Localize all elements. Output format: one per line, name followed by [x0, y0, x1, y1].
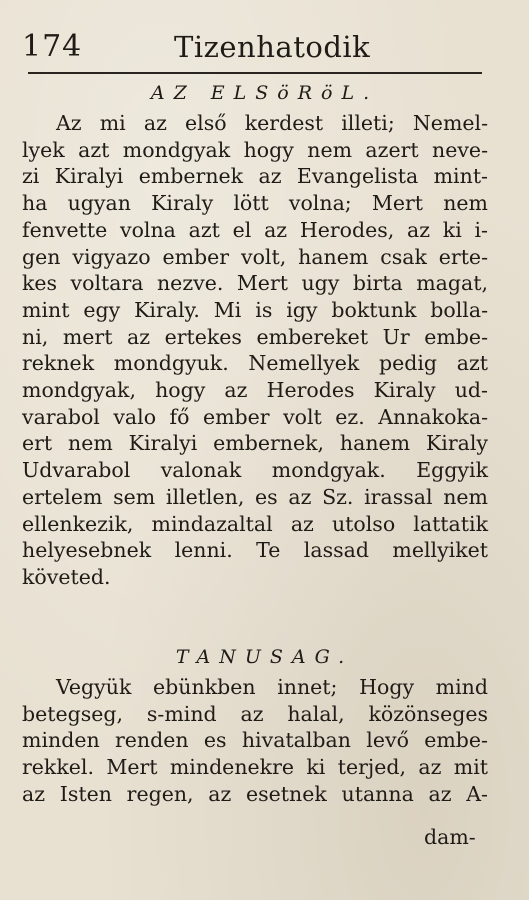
text-line: Udvarabol valonak mondgyak. Eggyik	[22, 458, 488, 483]
paragraph-first	[22, 110, 488, 591]
text-line: betegseg, s-mind az halal, közönseges	[22, 701, 488, 726]
text-line: minden renden es hivatalban levő embe-	[22, 728, 488, 753]
text-line: Az mi az első kerdest illeti; Nemel-	[56, 111, 488, 135]
text-line: lyek azt mondgyak hogy nem azert neve-	[22, 137, 488, 162]
text-line: az Isten regen, az esetnek utanna az A-	[22, 781, 488, 806]
text-line: helyesebnek lenni. Te lassad mellyiket	[22, 538, 488, 563]
text-line: varabol valo fő ember volt ez. Annakoka-	[22, 404, 488, 429]
text-line: ertelem sem illetlen, es az Sz. irassal nem	[22, 484, 488, 509]
text-line: rekkel. Mert mindenekre ki terjed, az mit	[22, 755, 488, 780]
text-line: kes voltara nezve. Mert ugy birta magat,	[22, 271, 488, 296]
text-line: ellenkezik, mindazaltal az utolso lattatik	[22, 511, 488, 536]
catchword: dam-	[424, 825, 476, 849]
text-line: fenvette volna azt el az Herodes, az ki i-	[22, 217, 488, 242]
text-line: ni, mert az ertekes embereket Ur embe-	[22, 324, 488, 349]
text-line: zi Kiralyi embernek az Evangelista mint-	[22, 164, 488, 189]
text-line: követed.	[22, 564, 111, 589]
section-title-first: AZ ELSöRöL.	[150, 82, 379, 104]
header-rule	[28, 72, 482, 74]
page-number: 174	[22, 29, 83, 64]
paragraph-second	[22, 674, 488, 808]
page-header	[22, 30, 492, 64]
text-line: mondgyak, hogy az Herodes Kiraly ud-	[22, 378, 488, 403]
text-line: reknek mondgyuk. Nemellyek pedig azt	[22, 351, 488, 376]
text-line: gen vigyazo ember volt, hanem csak erte-	[22, 244, 488, 269]
text-line: ha ugyan Kiraly lött volna; Mert nem	[22, 191, 488, 216]
text-line: ert nem Kiralyi embernek, hanem Kiraly	[22, 431, 488, 456]
text-line: mint egy Kiraly. Mi is igy boktunk bolla-	[22, 297, 488, 322]
section-title-second: TANUSAG.	[175, 646, 354, 668]
text-line: Vegyük ebünkben innet; Hogy mind	[56, 675, 488, 699]
running-head: Tizenhatodik	[174, 30, 371, 64]
